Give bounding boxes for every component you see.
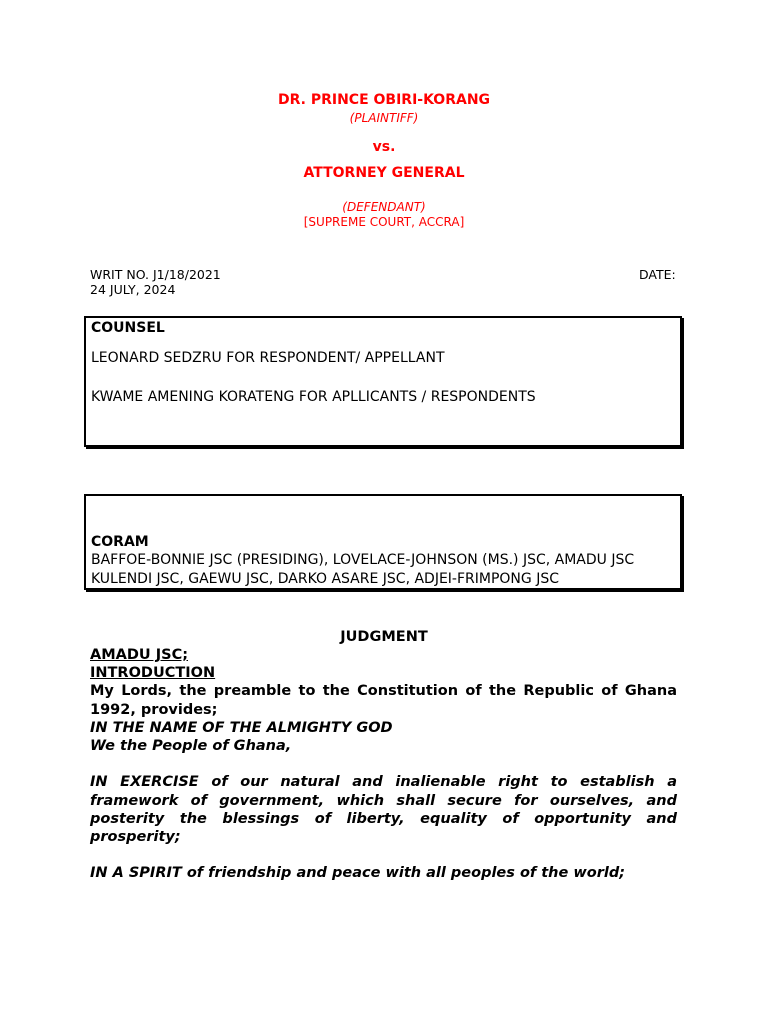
versus-label: vs. (372, 139, 396, 155)
preamble-paragraph: IN EXERCISE of our natural and inalienable right to establish a framework of government, which shall secure for ourselves, and posterity the blessings of liberty, equality of opportunity and prosperity; (90, 774, 677, 846)
preamble-line: IN THE NAME OF THE ALMIGHTY GOD (90, 719, 393, 736)
judgment-title: JUDGMENT (340, 629, 428, 645)
date-label: DATE: (639, 267, 676, 282)
coram-line: KULENDI JSC, GAEWU JSC, DARKO ASARE JSC, ADJEI-FRIMPONG JSC (91, 571, 559, 587)
section-heading: INTRODUCTION (90, 665, 216, 682)
plaintiff-role: (PLAINTIFF) (349, 111, 419, 125)
defendant-name: ATTORNEY GENERAL (303, 165, 465, 181)
coram-box (84, 494, 682, 590)
preamble-paragraph: IN A SPIRIT of friendship and peace with all peoples of the world; (90, 865, 626, 882)
preamble-line: We the People of Ghana, (90, 738, 292, 755)
coram-heading: CORAM (91, 534, 149, 550)
defendant-role: (DEFENDANT) (342, 200, 426, 214)
court-name: [SUPREME COURT, ACCRA] (303, 215, 465, 229)
judgment-body (90, 646, 677, 883)
counsel-line: LEONARD SEDZRU FOR RESPONDENT/ APPELLANT (91, 350, 445, 366)
judgment-paragraph: My Lords, the preamble to the Constitution of the Republic of Ghana 1992, provides; (90, 683, 677, 718)
coram-line: BAFFOE-BONNIE JSC (PRESIDING), LOVELACE-JOHNSON (MS.) JSC, AMADU JSC (91, 552, 635, 568)
counsel-line: KWAME AMENING KORATENG FOR APLLICANTS / RESPONDENTS (91, 389, 536, 405)
date-value: 24 JULY, 2024 (90, 282, 176, 297)
counsel-heading: COUNSEL (91, 320, 165, 336)
writ-number: WRIT NO. J1/18/2021 (90, 267, 221, 282)
counsel-box (84, 316, 682, 447)
plaintiff-name: DR. PRINCE OBIRI-KORANG (277, 92, 491, 108)
judgment-author: AMADU JSC; (90, 647, 189, 663)
